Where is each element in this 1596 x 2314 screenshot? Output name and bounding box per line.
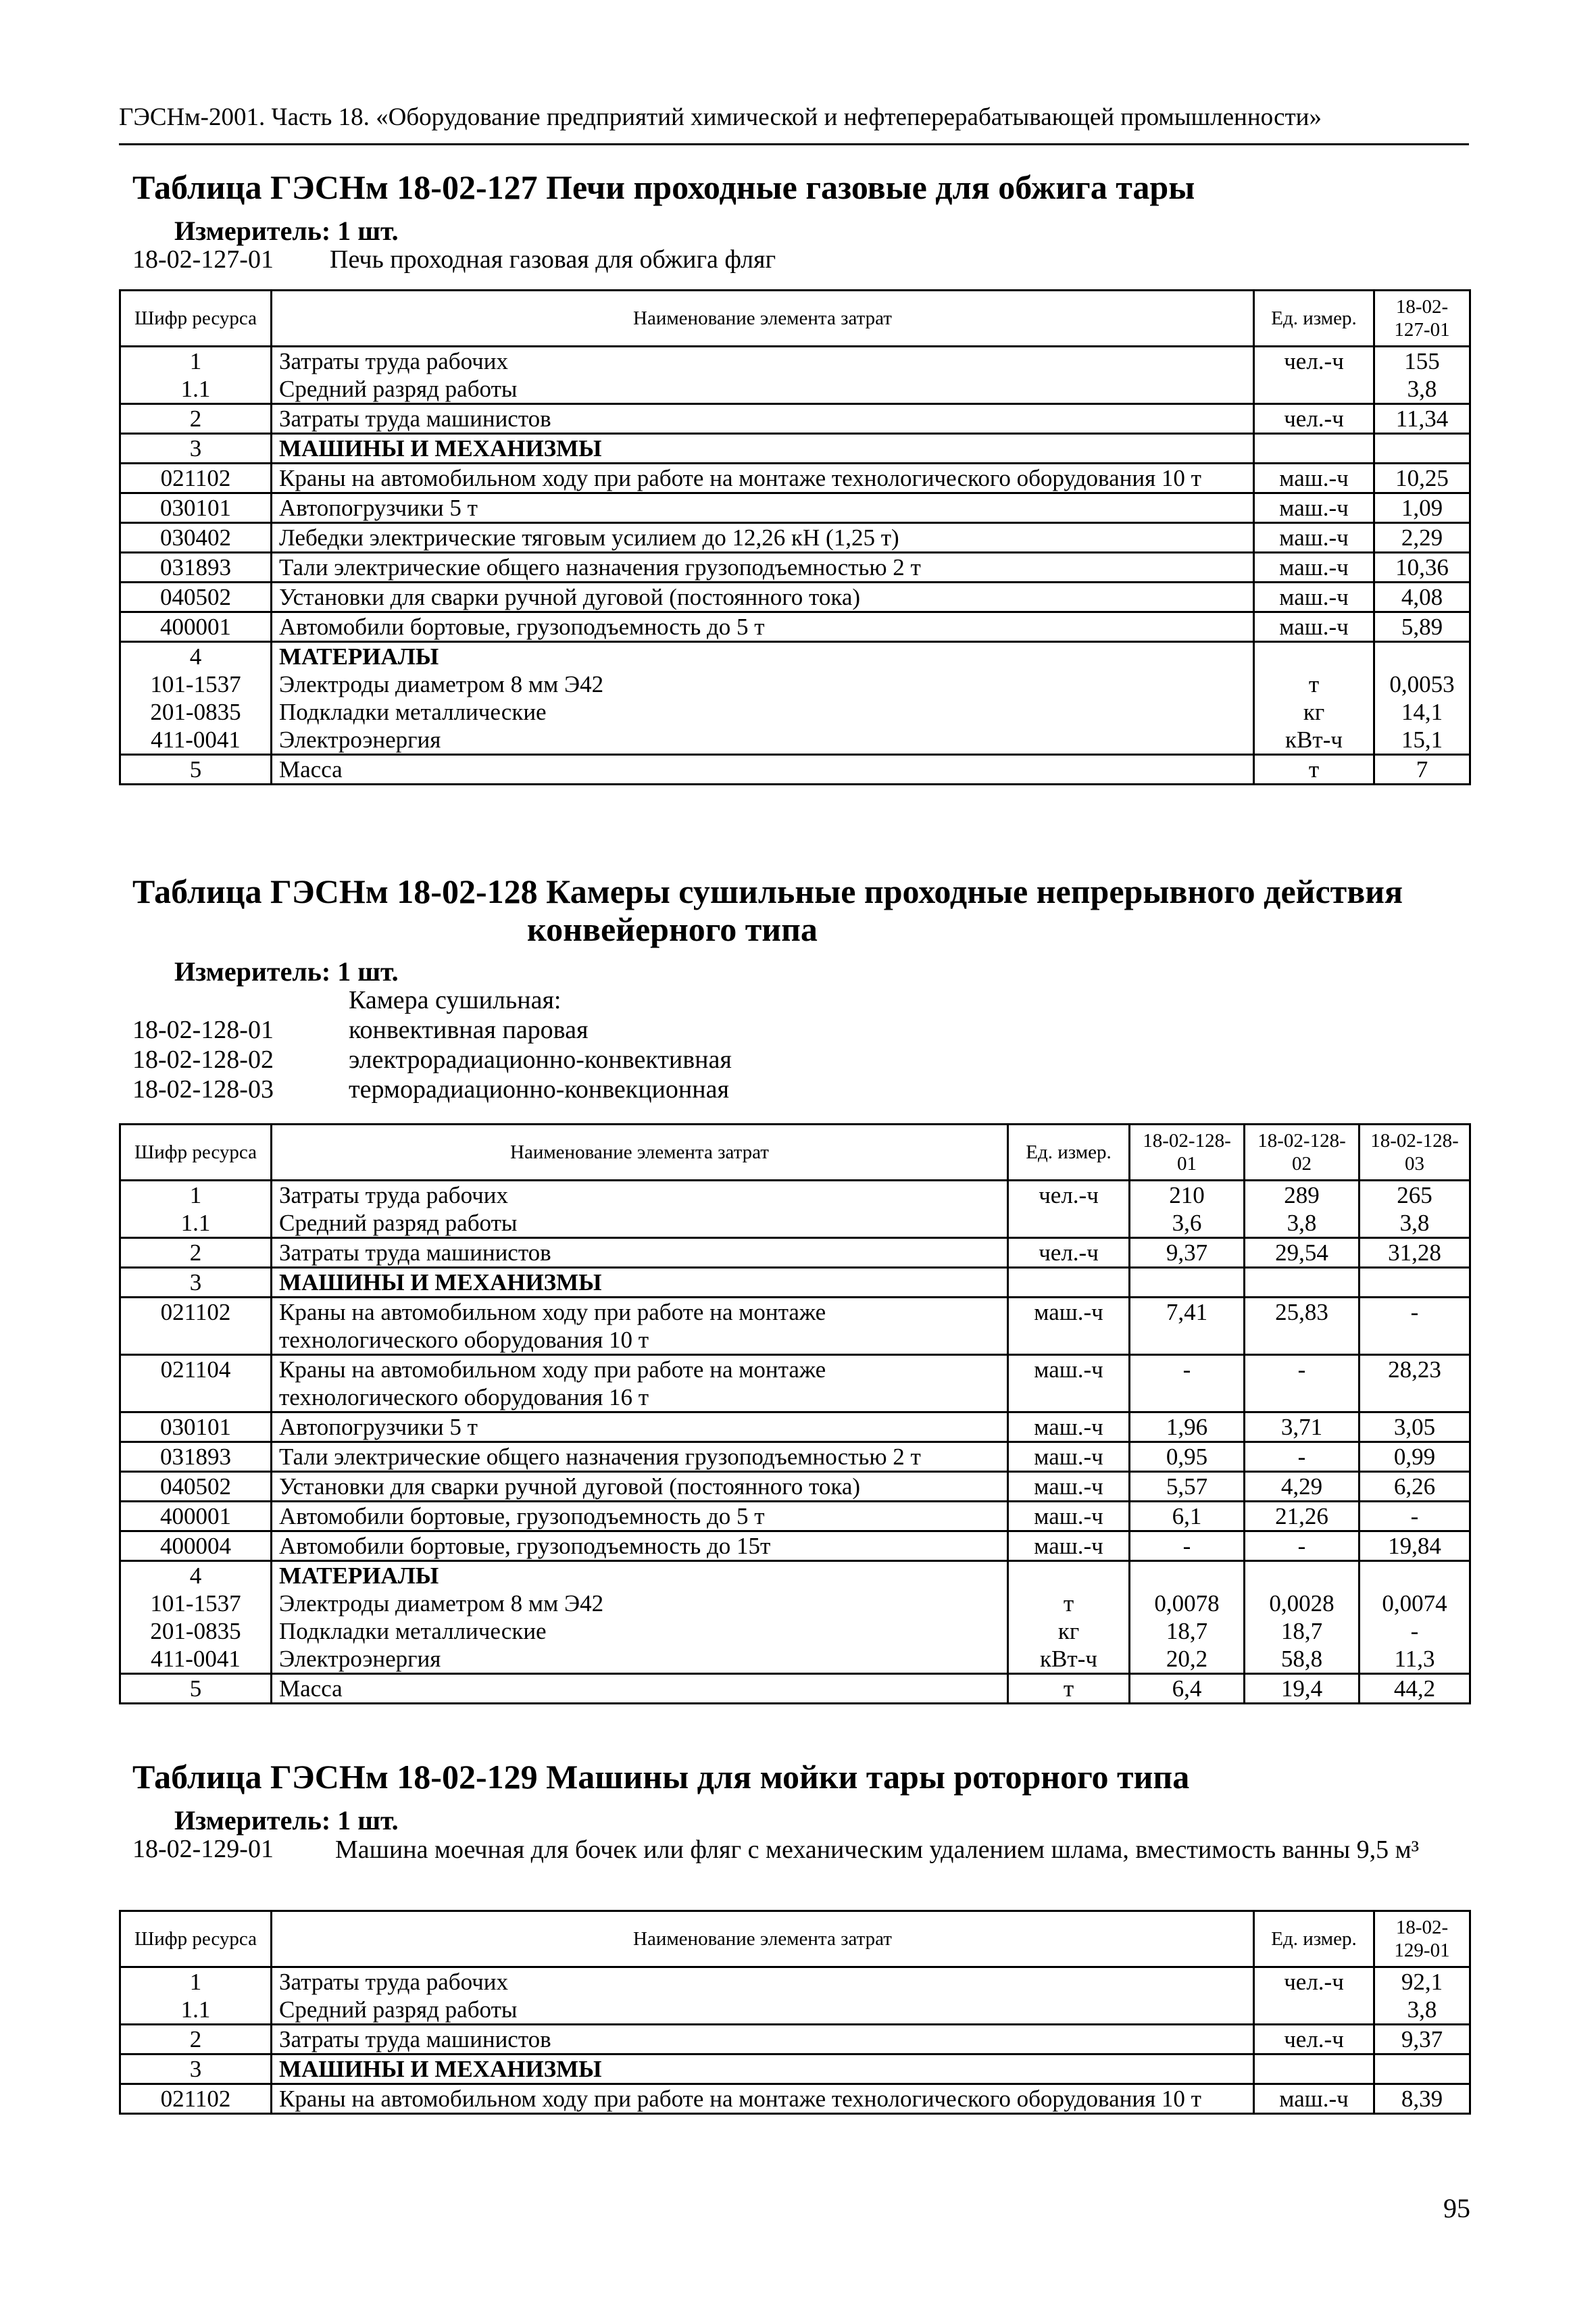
table-row <box>120 612 1470 642</box>
cell-code: 1 <box>189 348 202 374</box>
cell-unit <box>1254 434 1374 464</box>
table-128-measure: Измеритель: 1 шт. <box>174 956 399 987</box>
table-128-items-header: Камера сушильная: <box>349 986 562 1014</box>
cell-code: 1.1 <box>180 1996 211 2023</box>
table-row <box>120 375 1470 404</box>
cell-unit <box>1008 1268 1130 1298</box>
cell-value <box>1374 434 1470 464</box>
cell-value: 92,1 <box>1374 1967 1470 1996</box>
cell-unit: маш.-ч <box>1254 553 1374 583</box>
cell-name: Масса <box>272 755 1254 785</box>
cell-value: 7 <box>1374 755 1470 785</box>
cell-value: 18,7 <box>1245 1617 1360 1645</box>
cell-code: 2 <box>120 1238 272 1268</box>
cell-value <box>1374 2054 1470 2084</box>
cell-value: 44,2 <box>1360 1674 1470 1704</box>
cell-value: 8,39 <box>1374 2084 1470 2114</box>
header-rule <box>119 143 1469 145</box>
cell-name: Автомобили бортовые, грузоподъемность до 5 т <box>272 612 1254 642</box>
cell-code: 021102 <box>120 1298 272 1355</box>
cell-unit: т <box>1254 670 1374 698</box>
cell-name: Электроэнергия <box>272 1645 1008 1674</box>
table-row <box>120 553 1470 583</box>
cell-value: 2,29 <box>1374 523 1470 553</box>
cell-name: Затраты труда рабочих <box>272 347 1254 376</box>
cell-value: 0,0078 <box>1130 1590 1245 1617</box>
cell-unit: маш.-ч <box>1008 1531 1130 1561</box>
cell-value: 18,7 <box>1130 1617 1245 1645</box>
col-header-value: 18-02-128-03 <box>1360 1125 1470 1181</box>
cell-value: 4,29 <box>1245 1472 1360 1502</box>
cell-code: 3 <box>120 1268 272 1298</box>
cell-value: 31,28 <box>1360 1238 1470 1268</box>
table-129-title: Таблица ГЭСНм 18-02-129 Машины для мойки тары роторного типа <box>132 1758 1190 1796</box>
cell-value: 6,26 <box>1360 1472 1470 1502</box>
cell-unit: кг <box>1008 1617 1130 1645</box>
cell-unit: чел.-ч <box>1254 1967 1374 1996</box>
cell-unit <box>1254 1996 1374 2025</box>
cell-unit: маш.-ч <box>1008 1442 1130 1472</box>
cell-value <box>1245 1268 1360 1298</box>
table-row <box>120 2054 1470 2084</box>
cell-value: 25,83 <box>1245 1298 1360 1355</box>
cell-value: - <box>1360 1298 1470 1355</box>
cell-code: 021102 <box>120 2084 272 2114</box>
cell-name: Тали электрические общего назначения грузоподъемностью 2 т <box>272 1442 1008 1472</box>
cell-unit: т <box>1254 755 1374 785</box>
table-row <box>120 755 1470 785</box>
table-128-item-code: 18-02-128-03 <box>132 1075 274 1104</box>
cell-value: - <box>1130 1355 1245 1412</box>
cell-name: Автомобили бортовые, грузоподъемность до 15т <box>272 1531 1008 1561</box>
cell-unit: маш.-ч <box>1008 1502 1130 1531</box>
cell-name: Электроды диаметром 8 мм Э42 <box>272 1590 1008 1617</box>
cell-code: 101-1537 <box>150 1590 241 1617</box>
table-row <box>120 1268 1470 1298</box>
table-row <box>120 1996 1470 2025</box>
cell-value: 10,25 <box>1374 464 1470 493</box>
cell-unit: кВт-ч <box>1008 1645 1130 1674</box>
cell-code: 021104 <box>120 1355 272 1412</box>
cell-value: 3,8 <box>1374 1996 1470 2025</box>
cell-value: 20,2 <box>1130 1645 1245 1674</box>
cell-value <box>1360 1268 1470 1298</box>
cell-value: 28,23 <box>1360 1355 1470 1412</box>
cell-code: 5 <box>120 755 272 785</box>
cell-name: Затраты труда машинистов <box>272 1238 1008 1268</box>
table-129-measure: Измеритель: 1 шт. <box>174 1805 399 1836</box>
cell-unit: маш.-ч <box>1254 493 1374 523</box>
cell-value: - <box>1245 1355 1360 1412</box>
table-row <box>120 404 1470 434</box>
table-129 <box>119 1910 1471 2115</box>
cell-unit: кг <box>1254 698 1374 726</box>
cell-value: 21,26 <box>1245 1502 1360 1531</box>
cell-code: 1 <box>189 1969 202 1995</box>
cell-code: 030101 <box>120 1412 272 1442</box>
page-number: 95 <box>1443 2193 1470 2223</box>
table-128-item-name: электрорадиационно-конвективная <box>349 1045 732 1074</box>
cell-value: 5,57 <box>1130 1472 1245 1502</box>
cell-code: 411-0041 <box>151 1646 241 1672</box>
table-row <box>120 1181 1470 1210</box>
cell-unit: чел.-ч <box>1008 1181 1130 1210</box>
table-128-body <box>120 1181 1470 1704</box>
cell-value: 6,4 <box>1130 1674 1245 1704</box>
table-129-body <box>120 1967 1470 2114</box>
table-row <box>120 1590 1470 1617</box>
table-row <box>120 1617 1470 1645</box>
table-row <box>120 726 1470 755</box>
cell-code: 400004 <box>120 1531 272 1561</box>
cell-value: 3,6 <box>1130 1209 1245 1238</box>
table-129-item-name: Машина моечная для бочек или фляг с механическим удалением шлама, вместимость ванны 9,5 м³ <box>335 1836 1420 1864</box>
cell-value: 289 <box>1245 1181 1360 1210</box>
cell-value: 10,36 <box>1374 553 1470 583</box>
cell-code: 030402 <box>120 523 272 553</box>
cell-name: Краны на автомобильном ходу при работе на монтаже технологического оборудования 10 т <box>272 2084 1254 2114</box>
cell-value: - <box>1245 1531 1360 1561</box>
cell-value: 210 <box>1130 1181 1245 1210</box>
cell-value: 0,0074 <box>1360 1590 1470 1617</box>
cell-unit: чел.-ч <box>1008 1238 1130 1268</box>
cell-value: 19,4 <box>1245 1674 1360 1704</box>
cell-name: Краны на автомобильном ходу при работе на монтаже технологического оборудования 10 т <box>272 1298 1008 1355</box>
cell-unit: чел.-ч <box>1254 347 1374 376</box>
col-header-unit: Ед. измер. <box>1008 1125 1130 1181</box>
cell-value: 0,99 <box>1360 1442 1470 1472</box>
col-header-code: Шифр ресурса <box>120 1125 272 1181</box>
table-row <box>120 1531 1470 1561</box>
table-128-title-line2: конвейерного типа <box>527 910 818 948</box>
cell-value: 14,1 <box>1374 698 1470 726</box>
cell-code: 5 <box>120 1674 272 1704</box>
col-header-name: Наименование элемента затрат <box>272 291 1254 347</box>
cell-value <box>1130 1561 1245 1590</box>
cell-value: - <box>1360 1502 1470 1531</box>
table-127-body <box>120 347 1470 785</box>
table-128 <box>119 1123 1471 1704</box>
cell-code: 021102 <box>120 464 272 493</box>
cell-unit: маш.-ч <box>1008 1472 1130 1502</box>
cell-code: 201-0835 <box>150 1618 241 1644</box>
cell-name: Установки для сварки ручной дуговой (постоянного тока) <box>272 583 1254 612</box>
col-header-name: Наименование элемента затрат <box>272 1911 1254 1967</box>
cell-value <box>1374 642 1470 671</box>
col-header-code: Шифр ресурса <box>120 291 272 347</box>
table-row <box>120 464 1470 493</box>
cell-value <box>1245 1561 1360 1590</box>
cell-value: 5,89 <box>1374 612 1470 642</box>
col-header-value: 18-02-129-01 <box>1374 1911 1470 1967</box>
cell-name: Подкладки металлические <box>272 698 1254 726</box>
running-header: ГЭСНм-2001. Часть 18. «Оборудование предприятий химической и нефтеперерабатывающей промышленности» <box>119 103 1322 131</box>
cell-name: Тали электрические общего назначения грузоподъемностью 2 т <box>272 553 1254 583</box>
cell-value: 3,8 <box>1245 1209 1360 1238</box>
table-127-title: Таблица ГЭСНм 18-02-127 Печи проходные газовые для обжига тары <box>132 168 1195 206</box>
cell-name: МАТЕРИАЛЫ <box>272 642 1254 671</box>
table-row <box>120 434 1470 464</box>
table-row <box>120 698 1470 726</box>
table-128-item-name: терморадиационно-конвекционная <box>349 1075 729 1104</box>
cell-value: 6,1 <box>1130 1502 1245 1531</box>
table-row <box>120 1412 1470 1442</box>
cell-name: Средний разряд работы <box>272 1209 1008 1238</box>
cell-code: 400001 <box>120 1502 272 1531</box>
cell-code: 3 <box>120 434 272 464</box>
cell-code: 040502 <box>120 583 272 612</box>
cell-name: МАШИНЫ И МЕХАНИЗМЫ <box>272 1268 1008 1298</box>
cell-code: 4 <box>120 642 272 671</box>
cell-value: 265 <box>1360 1181 1470 1210</box>
table-row <box>120 1298 1470 1355</box>
cell-name: Затраты труда машинистов <box>272 2025 1254 2054</box>
cell-unit: маш.-ч <box>1008 1355 1130 1412</box>
table-127-item-code: 18-02-127-01 <box>132 245 274 274</box>
table-row <box>120 1967 1470 1996</box>
col-header-value: 18-02-128-01 <box>1130 1125 1245 1181</box>
cell-value: 19,84 <box>1360 1531 1470 1561</box>
cell-value: 1,09 <box>1374 493 1470 523</box>
cell-code: 040502 <box>120 1472 272 1502</box>
cell-value: 29,54 <box>1245 1238 1360 1268</box>
cell-name: Лебедки электрические тяговым усилием до 12,26 кН (1,25 т) <box>272 523 1254 553</box>
table-row <box>120 670 1470 698</box>
cell-name: Масса <box>272 1674 1008 1704</box>
cell-name: Затраты труда машинистов <box>272 404 1254 434</box>
cell-name: МАШИНЫ И МЕХАНИЗМЫ <box>272 2054 1254 2084</box>
cell-value: 9,37 <box>1374 2025 1470 2054</box>
cell-unit <box>1254 2054 1374 2084</box>
cell-name: Затраты труда рабочих <box>272 1181 1008 1210</box>
cell-unit: кВт-ч <box>1254 726 1374 755</box>
cell-code: 030101 <box>120 493 272 523</box>
cell-name: Подкладки металлические <box>272 1617 1008 1645</box>
table-127-item-name: Печь проходная газовая для обжига фляг <box>330 245 776 274</box>
cell-unit: чел.-ч <box>1254 2025 1374 2054</box>
cell-value: 3,05 <box>1360 1412 1470 1442</box>
cell-value: 1,96 <box>1130 1412 1245 1442</box>
cell-value: 11,34 <box>1374 404 1470 434</box>
cell-value: 15,1 <box>1374 726 1470 755</box>
cell-value: - <box>1360 1617 1470 1645</box>
col-header-value: 18-02-127-01 <box>1374 291 1470 347</box>
cell-name: Краны на автомобильном ходу при работе на монтаже технологического оборудования 10 т <box>272 464 1254 493</box>
col-header-unit: Ед. измер. <box>1254 291 1374 347</box>
table-129-item-code: 18-02-129-01 <box>132 1835 274 1863</box>
table-row <box>120 1355 1470 1412</box>
cell-value: 0,0053 <box>1374 670 1470 698</box>
cell-code: 400001 <box>120 612 272 642</box>
cell-value <box>1130 1268 1245 1298</box>
cell-unit <box>1254 375 1374 404</box>
table-row <box>120 583 1470 612</box>
cell-name: Средний разряд работы <box>272 375 1254 404</box>
table-128-title: Таблица ГЭСНм 18-02-128 Камеры сушильные проходные непрерывного действия <box>132 872 1403 910</box>
table-row <box>120 1209 1470 1238</box>
cell-code: 2 <box>120 2025 272 2054</box>
cell-unit: маш.-ч <box>1254 523 1374 553</box>
table-127-measure: Измеритель: 1 шт. <box>174 216 399 246</box>
cell-unit: маш.-ч <box>1008 1298 1130 1355</box>
col-header-name: Наименование элемента затрат <box>272 1125 1008 1181</box>
cell-unit <box>1008 1209 1130 1238</box>
table-127 <box>119 289 1471 785</box>
cell-value: 4,08 <box>1374 583 1470 612</box>
cell-code: 4 <box>120 1561 272 1590</box>
cell-name: Средний разряд работы <box>272 1996 1254 2025</box>
cell-value: 0,95 <box>1130 1442 1245 1472</box>
cell-value <box>1360 1561 1470 1590</box>
table-row <box>120 1674 1470 1704</box>
cell-code: 101-1537 <box>150 671 241 697</box>
cell-unit: маш.-ч <box>1254 464 1374 493</box>
table-row <box>120 2084 1470 2114</box>
cell-value: 9,37 <box>1130 1238 1245 1268</box>
table-row <box>120 1442 1470 1472</box>
cell-code: 031893 <box>120 1442 272 1472</box>
cell-value: 11,3 <box>1360 1645 1470 1674</box>
table-row <box>120 1645 1470 1674</box>
cell-name: Автопогрузчики 5 т <box>272 1412 1008 1442</box>
cell-value: 3,71 <box>1245 1412 1360 1442</box>
cell-name: Автопогрузчики 5 т <box>272 493 1254 523</box>
cell-unit <box>1254 642 1374 671</box>
col-header-unit: Ед. измер. <box>1254 1911 1374 1967</box>
table-row <box>120 2025 1470 2054</box>
cell-code: 1.1 <box>180 1210 211 1236</box>
cell-value: 3,8 <box>1374 375 1470 404</box>
cell-name: Затраты труда рабочих <box>272 1967 1254 1996</box>
cell-name: МАТЕРИАЛЫ <box>272 1561 1008 1590</box>
cell-code: 411-0041 <box>151 727 241 753</box>
cell-name: Электроды диаметром 8 мм Э42 <box>272 670 1254 698</box>
table-row <box>120 523 1470 553</box>
cell-unit: маш.-ч <box>1008 1412 1130 1442</box>
table-128-item-name: конвективная паровая <box>349 1016 589 1044</box>
cell-name: Автомобили бортовые, грузоподъемность до 5 т <box>272 1502 1008 1531</box>
cell-value: 3,8 <box>1360 1209 1470 1238</box>
cell-unit <box>1008 1561 1130 1590</box>
table-row <box>120 1238 1470 1268</box>
table-row <box>120 1502 1470 1531</box>
cell-code: 1 <box>189 1182 202 1208</box>
cell-code: 031893 <box>120 553 272 583</box>
cell-unit: маш.-ч <box>1254 612 1374 642</box>
cell-code: 201-0835 <box>150 699 241 725</box>
cell-value: 7,41 <box>1130 1298 1245 1355</box>
table-128-item-code: 18-02-128-02 <box>132 1045 274 1074</box>
cell-code: 3 <box>120 2054 272 2084</box>
cell-name: Электроэнергия <box>272 726 1254 755</box>
table-row <box>120 347 1470 376</box>
cell-unit: маш.-ч <box>1254 2084 1374 2114</box>
cell-value: 58,8 <box>1245 1645 1360 1674</box>
cell-name: Установки для сварки ручной дуговой (постоянного тока) <box>272 1472 1008 1502</box>
table-128-item-code: 18-02-128-01 <box>132 1016 274 1044</box>
table-row <box>120 1561 1470 1590</box>
cell-unit: маш.-ч <box>1254 583 1374 612</box>
cell-code: 1.1 <box>180 376 211 402</box>
cell-unit: чел.-ч <box>1254 404 1374 434</box>
cell-value: 155 <box>1374 347 1470 376</box>
cell-value: 0,0028 <box>1245 1590 1360 1617</box>
cell-value: - <box>1245 1442 1360 1472</box>
cell-unit: т <box>1008 1674 1130 1704</box>
table-row <box>120 642 1470 671</box>
cell-name: МАШИНЫ И МЕХАНИЗМЫ <box>272 434 1254 464</box>
cell-value: - <box>1130 1531 1245 1561</box>
cell-name: Краны на автомобильном ходу при работе на монтаже технологического оборудования 16 т <box>272 1355 1008 1412</box>
table-row <box>120 1472 1470 1502</box>
col-header-code: Шифр ресурса <box>120 1911 272 1967</box>
col-header-value: 18-02-128-02 <box>1245 1125 1360 1181</box>
cell-code: 2 <box>120 404 272 434</box>
table-row <box>120 493 1470 523</box>
cell-unit: т <box>1008 1590 1130 1617</box>
